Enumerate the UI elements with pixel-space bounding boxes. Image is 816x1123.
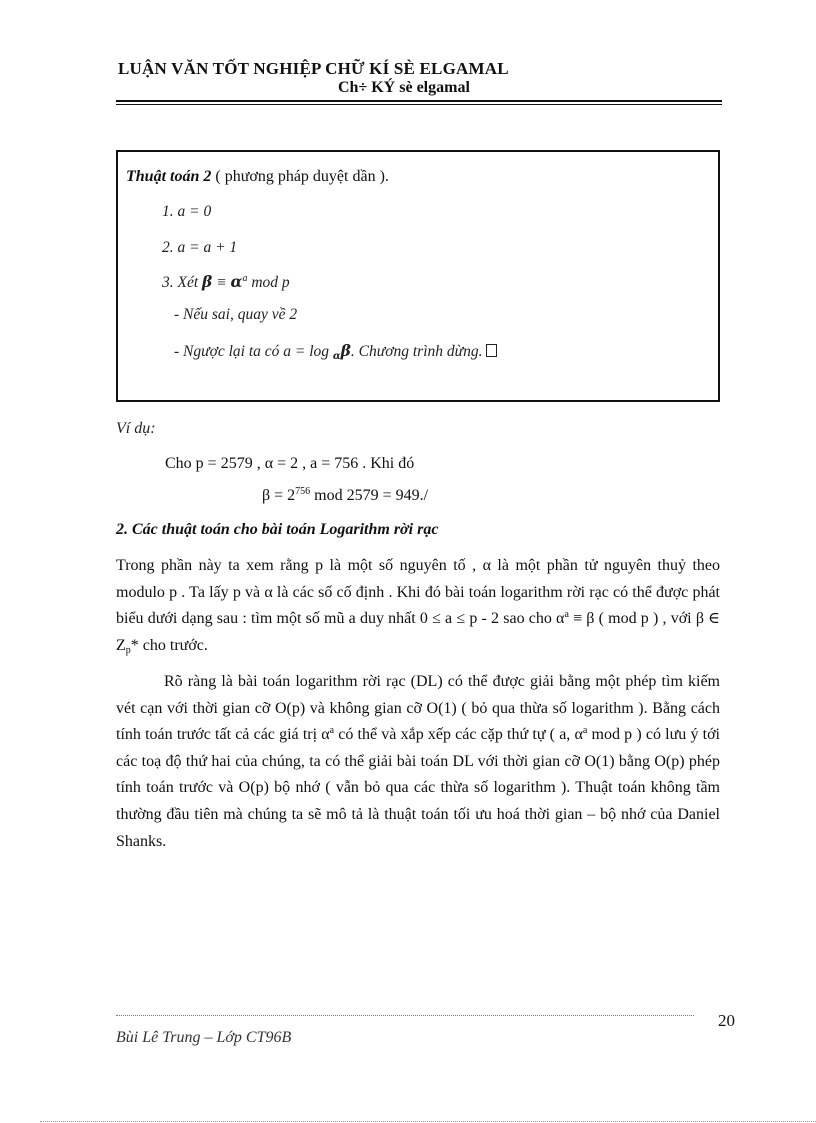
para1-subscript: p (125, 644, 131, 656)
step3-suffix: mod p (247, 274, 290, 291)
paragraph-2 (116, 669, 720, 855)
example-line-2 (262, 487, 428, 505)
para2-text-a: Rõ ràng là bài toán logarithm rời rạc (DL) có thể được giải bằng một phép tìm kiếm vét cạn với thời gian cỡ O(p) và không gian cỡ O(1) ( bỏ qua thừa số logarithm ). Bằng cách tính toán trước tất cả các giá trị α (116, 673, 720, 744)
alpha-symbol: α (230, 272, 243, 291)
log-argument: β (340, 341, 351, 360)
substep2-prefix: - Ngược lại ta có a = log (174, 343, 333, 360)
footer-rule (116, 1015, 694, 1016)
algorithm-substep-2 (174, 341, 497, 361)
algorithm-step-1: 1. a = 0 (162, 203, 212, 220)
section-heading: 2. Các thuật toán cho bài toán Logarithm rời rạc (116, 521, 439, 538)
header-subtitle: Ch÷ KÝ sè elgamal (338, 79, 470, 96)
algorithm-substep-1: - Nếu sai, quay về 2 (174, 306, 298, 323)
example-line-1: Cho p = 2579 , α = 2 , a = 756 . Khi đó (165, 455, 415, 472)
para2-exponent-2: a (582, 725, 588, 737)
page-bottom-rule (40, 1121, 816, 1122)
equiv-symbol: ≡ (212, 274, 231, 291)
page-number: 20 (718, 1011, 735, 1030)
example-line2-suffix: mod 2579 = 949./ (310, 487, 429, 504)
para1-text-b: ≡ β ( mod p ) , với β ∈ Z (116, 610, 720, 654)
beta-symbol: β (202, 272, 213, 291)
para1-exponent: a (564, 609, 569, 621)
header-rule-thin (116, 104, 722, 105)
step3-prefix: 3. Xét (162, 274, 203, 291)
footer-author: Bùi Lê Trung – Lớp CT96B (116, 1029, 292, 1046)
substep2-suffix: . Chương trình dừng. (350, 343, 483, 360)
example-exponent: 756 (295, 486, 311, 497)
step3-exponent: a (242, 273, 248, 284)
algorithm-title-rest: ( phương pháp duyệt dần ). (211, 168, 389, 185)
para1-text-c: * cho trước. (130, 636, 208, 654)
algorithm-title (126, 168, 389, 186)
algorithm-box (116, 150, 720, 402)
header-title: LUẬN VĂN TỐT NGHIỆP CHỮ KÍ SÈ ELGAMAL (118, 59, 509, 78)
qed-box-icon (486, 344, 497, 357)
algorithm-title-bold: Thuật toán 2 (126, 168, 212, 185)
para2-text-b: có thể và xắp xếp các cặp thứ tự ( a, α (334, 726, 583, 744)
example-line2-prefix: β = 2 (262, 487, 296, 504)
header-rule-thick (116, 100, 722, 102)
paragraph-1 (116, 553, 720, 659)
para2-text-c: mod p ) có lưu ý tới các toạ độ thứ hai của chúng, ta có thể giải bài toán DL với thời gian cỡ O(1) bằng O(p) phép tính toán trước và O(p) bộ nhớ ( vẫn bỏ qua các thừa số logarithm ). Thuật toán không tầm thường đầu tiên mà chúng ta sẽ mô tả là thuật toán tối ưu hoá thời gian – bộ nhớ của Daniel Shanks. (116, 726, 721, 850)
algorithm-step-3 (162, 272, 290, 292)
para2-exponent-1: a (329, 725, 335, 737)
log-base: α (332, 351, 341, 362)
algorithm-step-2: 2. a = a + 1 (162, 239, 238, 256)
example-label: Ví dụ: (116, 420, 156, 437)
para1-text-a: Trong phần này ta xem rằng p là một số nguyên tố , α là một phần tử nguyên thuỷ theo modulo p . Ta lấy p và α là các số cố định . Khi đó bài toán logarithm rời rạc có thể được phát biểu dưới dạng sau : tìm một số mũ a duy nhất 0 ≤ a ≤ p - 2 sao cho α (116, 557, 720, 628)
